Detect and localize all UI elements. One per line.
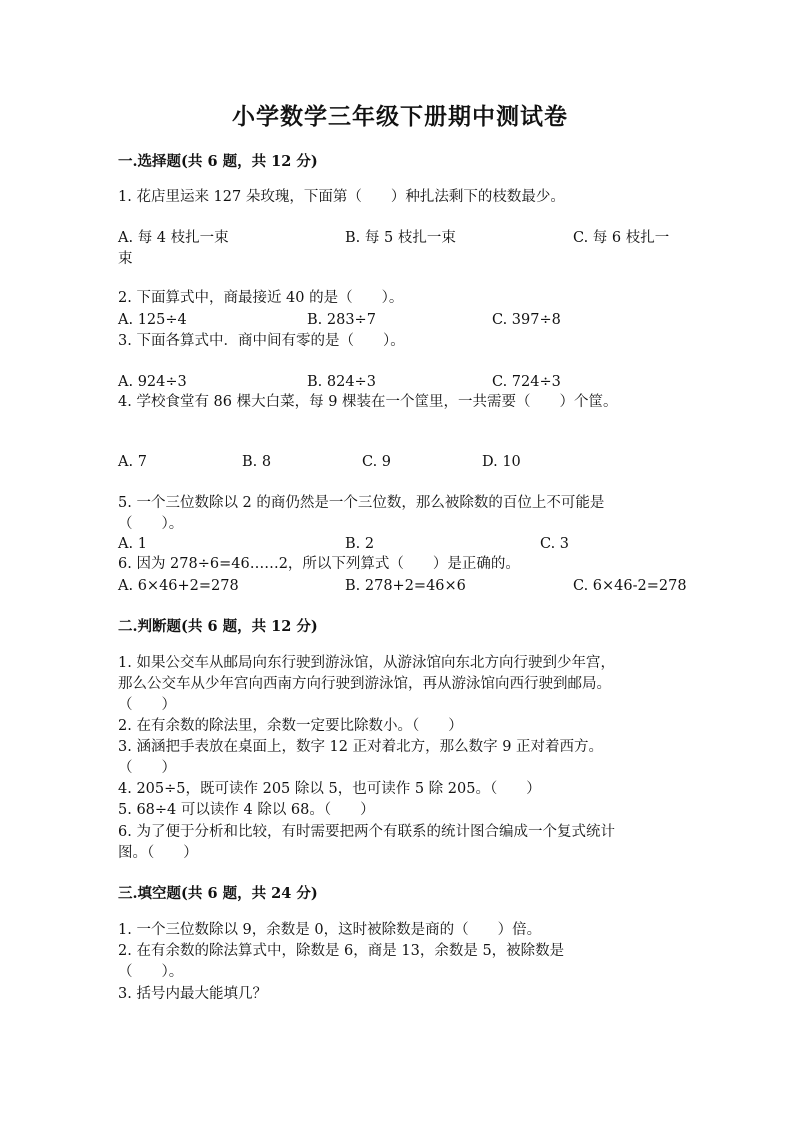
question-4-option-d: D. 10 [482, 454, 521, 470]
fill-in-2-line-1: 2. 在有余数的除法算式中，除数是 6，商是 13，余数是 5，被除数是 [118, 943, 565, 959]
page-title: 小学数学三年级下册期中测试卷 [232, 103, 568, 130]
judgement-3-line-2: （ ） [118, 760, 176, 776]
question-3-option-b: B. 824÷3 [307, 374, 376, 390]
section-heading-choice: 一.选择题(共 6 题，共 12 分) [118, 153, 318, 170]
section-heading-fill-in: 三.填空题(共 6 题，共 24 分) [118, 885, 318, 902]
question-4-option-b: B. 8 [242, 454, 272, 470]
judgement-4: 4. 205÷5，既可读作 205 除以 5，也可读作 5 除 205。（ ） [118, 781, 541, 797]
question-2-option-a: A. 125÷4 [118, 312, 187, 328]
question-5-stem-continued: （ ）。 [118, 516, 184, 532]
question-6-option-a: A. 6×46+2=278 [118, 578, 239, 594]
question-3-option-a: A. 924÷3 [118, 374, 187, 390]
question-5-option-a: A. 1 [118, 536, 147, 552]
question-5-option-b: B. 2 [345, 536, 375, 552]
question-3-stem: 3. 下面各算式中．商中间有零的是（ ）。 [118, 333, 405, 349]
question-6-option-c: C. 6×46-2=278 [573, 578, 687, 594]
judgement-1-line-3: （ ） [118, 697, 176, 713]
judgement-6-line-1: 6. 为了便于分析和比较，有时需要把两个有联系的统计图合编成一个复式统计 [118, 824, 615, 840]
judgement-2: 2. 在有余数的除法里，余数一定要比除数小。（ ） [118, 718, 463, 734]
question-6-stem: 6. 因为 278÷6=46……2，所以下列算式（ ）是正确的。 [118, 556, 520, 572]
judgement-3-line-1: 3. 涵涵把手表放在桌面上，数字 12 正对着北方，那么数字 9 正对着西方。 [118, 739, 604, 755]
question-2-option-b: B. 283÷7 [307, 312, 376, 328]
question-4-stem: 4. 学校食堂有 86 棵大白菜，每 9 棵装在一个筐里，一共需要（ ）个筐。 [118, 394, 618, 410]
question-4-option-c: C. 9 [362, 454, 392, 470]
question-2-stem: 2. 下面算式中，商最接近 40 的是（ ）。 [118, 290, 404, 306]
judgement-5: 5. 68÷4 可以读作 4 除以 68。（ ） [118, 802, 375, 818]
question-1-stem: 1. 花店里运来 127 朵玫瑰，下面第（ ）种扎法剩下的枝数最少。 [118, 189, 565, 205]
question-2-option-c: C. 397÷8 [492, 312, 561, 328]
question-1-option-a: A. 每 4 枝扎一束 [118, 230, 229, 246]
question-1-option-b: B. 每 5 枝扎一束 [345, 230, 456, 246]
question-1-option-c: C. 每 6 枝扎一 [573, 230, 670, 246]
fill-in-1: 1. 一个三位数除以 9，余数是 0，这时被除数是商的（ ）倍。 [118, 922, 542, 938]
question-6-option-b: B. 278+2=46×6 [345, 578, 466, 594]
section-heading-judgement: 二.判断题(共 6 题，共 12 分) [118, 618, 318, 635]
question-5-stem: 5. 一个三位数除以 2 的商仍然是一个三位数，那么被除数的百位上不可能是 [118, 495, 605, 511]
question-3-option-c: C. 724÷3 [492, 374, 561, 390]
judgement-1-line-1: 1. 如果公交车从邮局向东行驶到游泳馆，从游泳馆向东北方向行驶到少年宫， [118, 655, 615, 671]
question-5-option-c: C. 3 [540, 536, 570, 552]
judgement-6-line-2: 图。（ ） [118, 845, 198, 861]
fill-in-2-line-2: （ ）。 [118, 964, 184, 980]
fill-in-3: 3. 括号内最大能填几？ [118, 986, 267, 1002]
question-1-option-c-continued: 束 [118, 251, 133, 267]
judgement-1-line-2: 那么公交车从少年宫向西南方向行驶到游泳馆，再从游泳馆向西行驶到邮局。 [118, 676, 611, 692]
question-4-option-a: A. 7 [118, 454, 147, 470]
